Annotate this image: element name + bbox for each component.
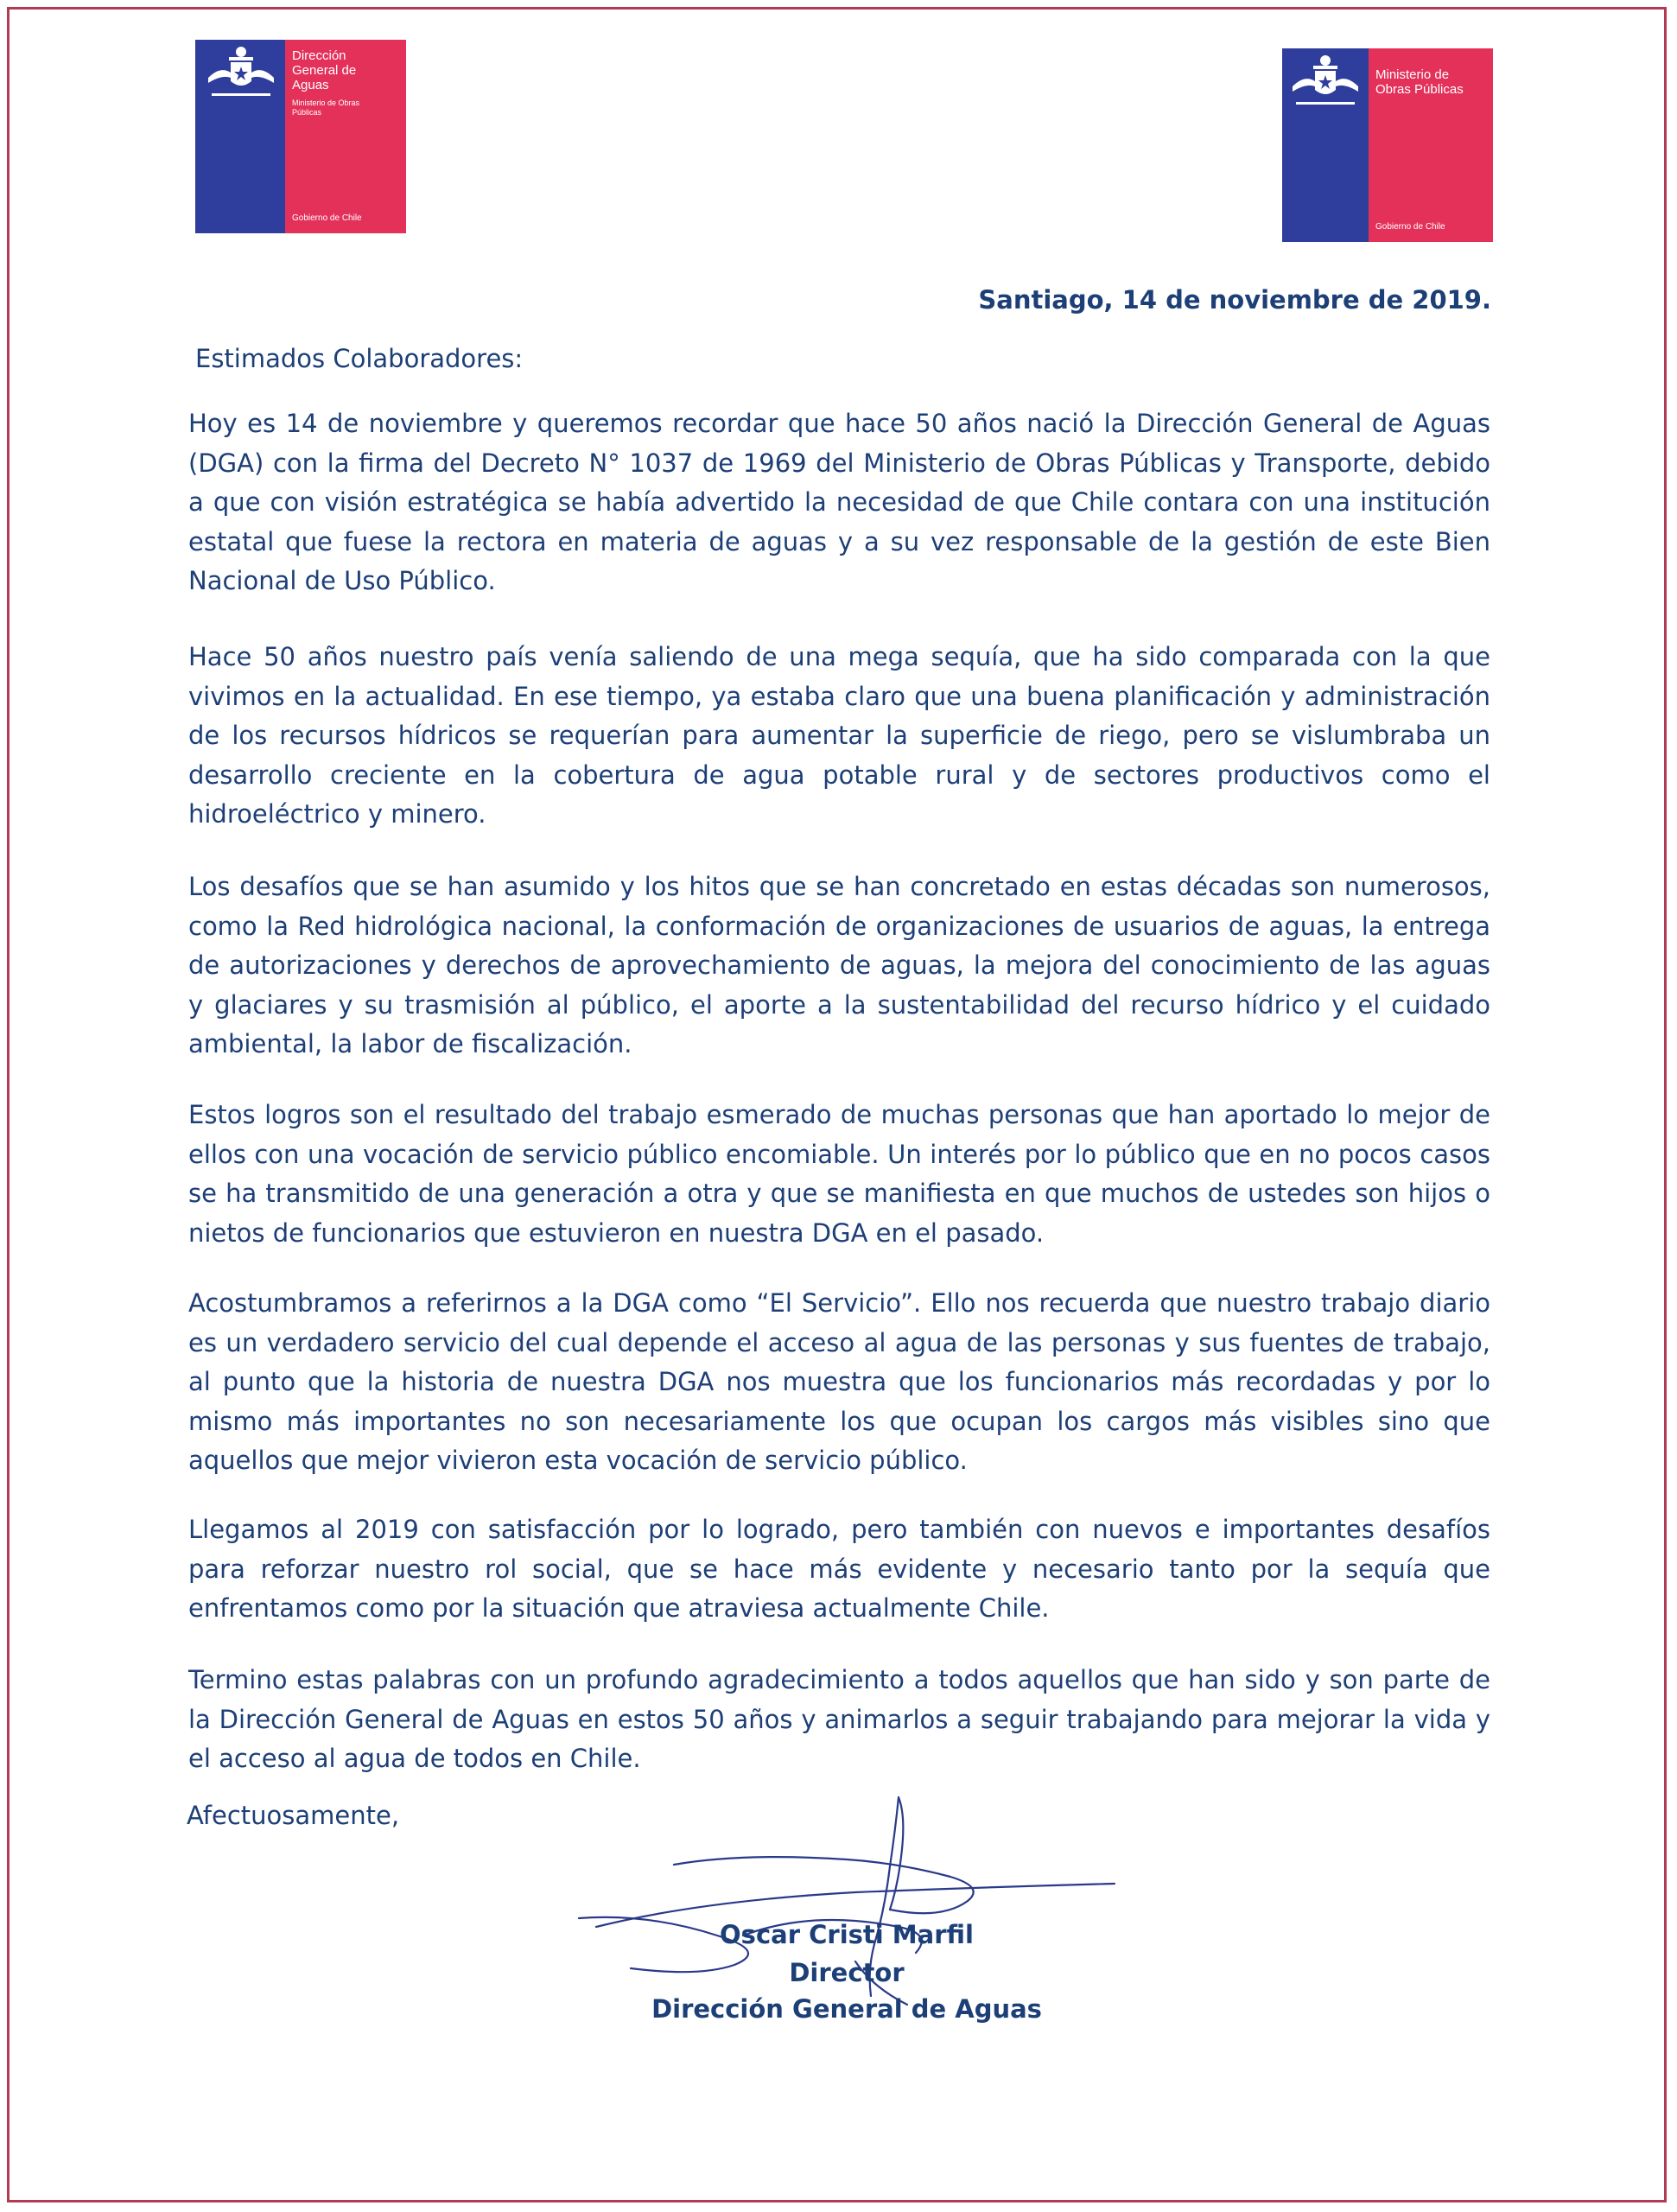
signer-title: Director <box>789 1958 905 1987</box>
logo-line-1: Dirección <box>292 48 346 63</box>
logo-sub-2: Públicas <box>292 108 322 117</box>
logo-line-2: General de <box>292 63 357 78</box>
logo-footer: Gobierno de Chile <box>1375 222 1445 232</box>
dga-logo <box>195 40 406 233</box>
signer-organization: Dirección General de Aguas <box>651 1994 1042 2024</box>
logo-line-2: Obras Públicas <box>1375 82 1464 97</box>
logo-line-1: Ministerio de <box>1375 67 1450 82</box>
logo-footer: Gobierno de Chile <box>292 213 362 223</box>
paragraph-7: Termino estas palabras con un profundo agradecimiento a todos aquellos que han sido y son parte de la Dirección General de Aguas en estos 50 años y animarlos a seguir trabajando para mejorar la vida y el acceso al agua de todos en Chile. <box>188 1665 1490 1773</box>
paragraph-3: Los desafíos que se han asumido y los hitos que se han concretado en estas décadas son numerosos, como la Red hidrológica nacional, la conformación de organizaciones de usuarios de aguas, la entrega de autorizaciones y derechos de aprovechamiento de aguas, la mejora del conocimiento de las aguas y glaciares y su trasmisión al público, el aporte a la sustentabilidad del recurso hídrico y el cuidado ambiental, la labor de fiscalización. <box>188 872 1490 1058</box>
chile-coat-of-arms-icon <box>200 43 283 112</box>
logo-sub-1: Ministerio de Obras <box>292 99 360 107</box>
paragraph-5: Acostumbramos a referirnos a la DGA como “El Servicio”. Ello nos recuerda que nuestro trabajo diario es un verdadero servicio del cual depende el acceso al agua de las personas y sus fuentes de trabajo, al punto que la historia de nuestra DGA nos muestra que los funcionarios más recordadas y por lo mismo más importantes no son necesariamente los que ocupan los cargos más visibles sino que aquellos que mejor vivieron esta vocación de servicio público. <box>188 1288 1490 1475</box>
letter-closing: Afectuosamente, <box>187 1801 400 1830</box>
paragraph-2: Hace 50 años nuestro país venía saliendo de una mega sequía, que ha sido comparada con la que vivimos en la actualidad. En ese tiempo, ya estaba claro que una buena planificación y administración de los recursos hídricos se requerían para aumentar la superficie de riego, pero se vislumbraba un desarrollo creciente en la cobertura de agua potable rural y de sectores productivos como el hidroeléctrico y minero. <box>188 642 1490 829</box>
paragraph-4: Estos logros son el resultado del trabajo esmerado de muchas personas que han aportado lo mejor de ellos con una vocación de servicio público encomiable. Un interés por lo público que en no pocos casos se ha transmitido de una generación a otra y que se manifiesta en que muchos de ustedes son hijos o nietos de funcionarios que estuvieron en nuestra DGA en el pasado. <box>188 1100 1490 1248</box>
mop-logo <box>1282 48 1493 242</box>
chile-coat-of-arms-icon <box>1284 52 1367 121</box>
signer-name: Oscar Cristi Marfil <box>720 1920 974 1949</box>
letter-greeting: Estimados Colaboradores: <box>195 344 524 373</box>
logo-line-3: Aguas <box>292 78 329 92</box>
paragraph-1: Hoy es 14 de noviembre y queremos recordar que hace 50 años nació la Dirección General de Aguas (DGA) con la firma del Decreto N° 1037 de 1969 del Ministerio de Obras Públicas y Transporte, debido a que con visión estratégica se había advertido la necesidad de que Chile contara con una institución estatal que fuese la rectora en materia de aguas y a su vez responsable de la gestión de este Bien Nacional de Uso Público. <box>188 409 1490 595</box>
letter-date: Santiago, 14 de noviembre de 2019. <box>978 285 1491 315</box>
paragraph-6: Llegamos al 2019 con satisfacción por lo logrado, pero también con nuevos e importantes desafíos para reforzar nuestro rol social, que se hace más evidente y necesario tanto por la sequía que enfrentamos como por la situación que atraviesa actualmente Chile. <box>188 1515 1490 1623</box>
